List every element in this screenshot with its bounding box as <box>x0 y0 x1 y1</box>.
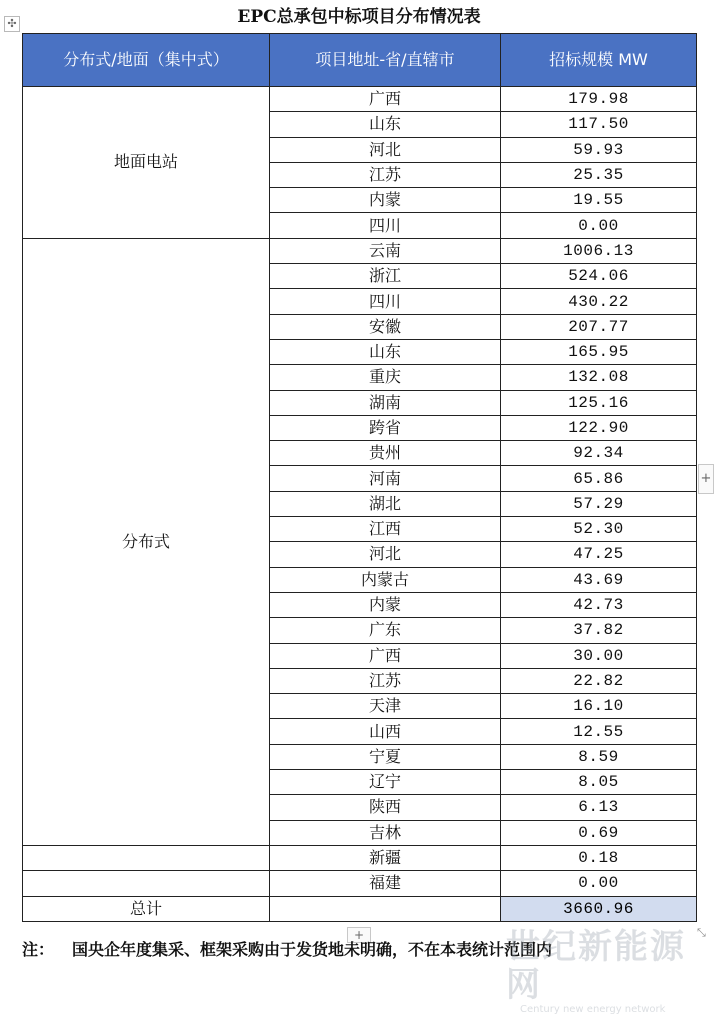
mw-cell: 37.82 <box>501 618 697 643</box>
watermark-main: 世纪新能源网 <box>506 927 686 1005</box>
province-cell: 新疆 <box>270 845 501 870</box>
mw-cell: 117.50 <box>501 112 697 137</box>
mw-cell: 19.55 <box>501 188 697 213</box>
header-cell: 招标规模 MW <box>501 34 697 87</box>
mw-cell: 0.69 <box>501 820 697 845</box>
province-cell: 云南 <box>270 238 501 263</box>
total-label-cell: 总计 <box>23 896 270 921</box>
province-cell: 内蒙古 <box>270 567 501 592</box>
watermark-sub: Century new energy network <box>520 1004 666 1015</box>
province-cell: 湖南 <box>270 390 501 415</box>
category-cell <box>23 845 270 870</box>
category-cell <box>23 871 270 896</box>
province-cell: 跨省 <box>270 415 501 440</box>
epc-distribution-table <box>22 33 697 922</box>
province-cell: 安徽 <box>270 314 501 339</box>
province-cell: 福建 <box>270 871 501 896</box>
province-cell: 湖北 <box>270 491 501 516</box>
footnote-lead: 注： <box>22 940 55 959</box>
footnote-text: 国央企年度集采、框架采购由于发货地未明确，不在本表统计范围内 <box>72 940 553 959</box>
mw-cell: 47.25 <box>501 542 697 567</box>
mw-cell: 6.13 <box>501 795 697 820</box>
province-cell: 河北 <box>270 137 501 162</box>
province-cell: 江西 <box>270 517 501 542</box>
mw-cell: 59.93 <box>501 137 697 162</box>
total-row <box>23 896 697 921</box>
mw-cell: 57.29 <box>501 491 697 516</box>
mw-cell: 42.73 <box>501 592 697 617</box>
province-cell: 江苏 <box>270 162 501 187</box>
mw-cell: 1006.13 <box>501 238 697 263</box>
province-cell: 吉林 <box>270 820 501 845</box>
mw-cell: 16.10 <box>501 694 697 719</box>
table-row <box>23 87 697 112</box>
table-row <box>23 238 697 263</box>
province-cell: 四川 <box>270 213 501 238</box>
total-mw-cell: 3660.96 <box>501 896 697 921</box>
category-cell: 分布式 <box>23 238 270 845</box>
mw-cell: 8.59 <box>501 744 697 769</box>
mw-cell: 12.55 <box>501 719 697 744</box>
province-cell: 河北 <box>270 542 501 567</box>
table-resize-handle[interactable]: ⤡ <box>697 926 706 939</box>
province-cell: 辽宁 <box>270 770 501 795</box>
province-cell: 内蒙 <box>270 592 501 617</box>
table-header-row <box>23 34 697 87</box>
mw-cell: 0.18 <box>501 845 697 870</box>
mw-cell: 52.30 <box>501 517 697 542</box>
mw-cell: 30.00 <box>501 643 697 668</box>
table-row <box>23 871 697 896</box>
total-province-cell <box>270 896 501 921</box>
mw-cell: 125.16 <box>501 390 697 415</box>
mw-cell: 207.77 <box>501 314 697 339</box>
mw-cell: 165.95 <box>501 339 697 364</box>
mw-cell: 92.34 <box>501 441 697 466</box>
table-title: EPC总承包中标项目分布情况表 <box>237 7 481 27</box>
table-move-handle[interactable]: ✣ <box>4 16 20 32</box>
province-cell: 陕西 <box>270 795 501 820</box>
province-cell: 广西 <box>270 87 501 112</box>
province-cell: 重庆 <box>270 365 501 390</box>
category-cell: 地面电站 <box>23 87 270 239</box>
province-cell: 广西 <box>270 643 501 668</box>
mw-cell: 122.90 <box>501 415 697 440</box>
mw-cell: 8.05 <box>501 770 697 795</box>
footnote <box>22 937 712 963</box>
mw-cell: 0.00 <box>501 213 697 238</box>
mw-cell: 65.86 <box>501 466 697 491</box>
mw-cell: 0.00 <box>501 871 697 896</box>
province-cell: 河南 <box>270 466 501 491</box>
province-cell: 广东 <box>270 618 501 643</box>
province-cell: 宁夏 <box>270 744 501 769</box>
province-cell: 江苏 <box>270 668 501 693</box>
province-cell: 天津 <box>270 694 501 719</box>
mw-cell: 430.22 <box>501 289 697 314</box>
add-row-button[interactable]: + <box>347 927 371 943</box>
mw-cell: 132.08 <box>501 365 697 390</box>
mw-cell: 524.06 <box>501 264 697 289</box>
header-cell: 分布式/地面（集中式） <box>23 34 270 87</box>
table-row <box>23 845 697 870</box>
province-cell: 四川 <box>270 289 501 314</box>
mw-cell: 22.82 <box>501 668 697 693</box>
mw-cell: 25.35 <box>501 162 697 187</box>
province-cell: 贵州 <box>270 441 501 466</box>
add-column-button[interactable]: + <box>698 464 714 494</box>
province-cell: 浙江 <box>270 264 501 289</box>
province-cell: 山东 <box>270 339 501 364</box>
province-cell: 山西 <box>270 719 501 744</box>
mw-cell: 179.98 <box>501 87 697 112</box>
province-cell: 内蒙 <box>270 188 501 213</box>
mw-cell: 43.69 <box>501 567 697 592</box>
header-cell: 项目地址-省/直辖市 <box>270 34 501 87</box>
province-cell: 山东 <box>270 112 501 137</box>
